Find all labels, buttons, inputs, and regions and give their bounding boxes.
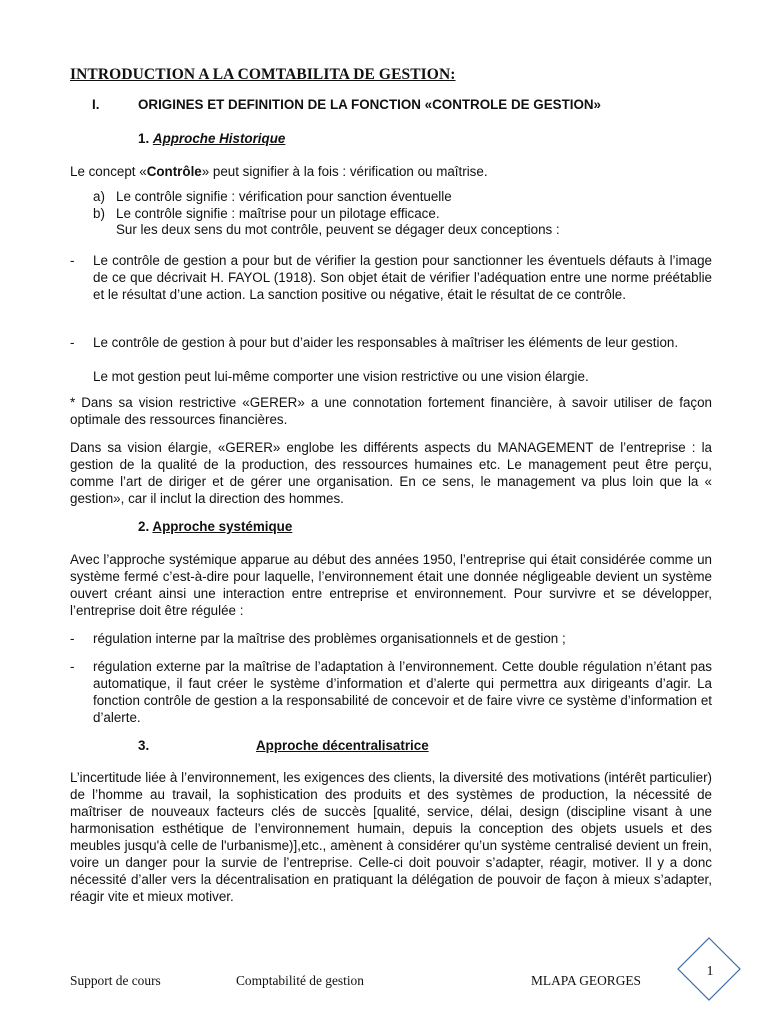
paragraph-vision-elargie: Dans sa vision élargie, «GERER» englobe les différents aspects du MANAGEMENT de l’entreprise : la gestion de la qualité de la production, des ressources humaines etc. Le management peut être perçu, comme l’art de diriger et de gérer une organisation. En ce sens, le management va plus loin que la « gestion», car il inclut la direction des hommes. [70, 440, 712, 506]
subheading-number: 1. [138, 131, 150, 146]
list-item-b [93, 205, 712, 222]
subheading-number: 2. [138, 519, 150, 534]
subheading-title: Approche systémique [152, 519, 293, 534]
bullet-dash: - [70, 335, 75, 350]
document-title: INTRODUCTION A LA COMTABILITA DE GESTION: [70, 66, 456, 83]
bullet-fayol: Le contrôle de gestion a pour but de vérifier la gestion pour sanctionner les éventuels défauts à l’image de ce que décrivait H. FAYOL (1918). Son objet était de vérifier l’adéquation entre une norme préétablie et le résultat d’une action. La sanction positive ou négative, était le résultat de ce contrôle. [93, 253, 712, 302]
subheading-number: 3. [138, 738, 150, 753]
subheading-decentralisatrice [138, 737, 429, 754]
paragraph-mot-gestion: Le mot gestion peut lui-même comporter une vision restrictive ou une vision élargie. [93, 369, 589, 384]
paragraph-decentralisatrice: L’incertitude liée à l’environnement, les exigences des clients, la diversité des motivations (intérêt particulier) de l’homme au travail, la sophistication des produits et des systèmes de production, la nécessité de maîtriser de nouveaux facteurs clés de succès [qualité, service, délai, design (discipline visant à une harmonisation esthétique de l’environnement humain, depuis la conception des objets usuels et des meubles jusqu'à celle de l'urbanisme)],etc., amènent à considérer qu’un système centralisé devient un frein, voire un danger pour la survie de l’entreprise. Celle-ci doit pouvoir s’adapter, réagir, motiver. Il y a donc nécessité d’aller vers la décentralisation en pratiquant la délégation de pouvoir de façon à mieux s’adapter, réagir vite et mieux motiver. [70, 770, 712, 904]
bullet-aider: Le contrôle de gestion à pour but d’aider les responsables à maîtriser les éléments de leur gestion. [93, 335, 679, 350]
list-marker: a) [93, 189, 105, 204]
paragraph-two-senses: Sur les deux sens du mot contrôle, peuvent se dégager deux conceptions : [116, 222, 560, 237]
section-heading-1 [92, 96, 601, 113]
footer-course-label: Support de cours [70, 973, 161, 988]
bullet-dash: - [70, 253, 75, 268]
subheading-title: Approche Historique [152, 131, 286, 146]
paragraph-vision-restrictive: * Dans sa vision restrictive «GERER» a une connotation fortement financière, à savoir utiliser de façon optimale des ressources financières. [70, 395, 712, 427]
paragraph-concept [70, 163, 712, 180]
page-number: 1 [706, 964, 714, 979]
paragraph-systemique: Avec l’approche systémique apparue au début des années 1950, l’entreprise qui était considérée comme un système fermé c’est-à-dire pour laquelle, l’environnement était une donnée négligeable devient un système ouvert créant ainsi une interaction entre entreprise et environnement. Pour survivre et se développer, l’entreprise doit être régulée : [70, 552, 712, 618]
bullet-dash: - [70, 659, 75, 674]
bullet-dash: - [70, 631, 75, 646]
section-title: ORIGINES ET DEFINITION DE LA FONCTION «CONTROLE DE GESTION» [138, 97, 601, 112]
bullet-regulation-interne: régulation interne par la maîtrise des problèmes organisationnels et de gestion ; [93, 631, 566, 646]
subheading-title: Approche décentralisatrice [256, 738, 429, 753]
list-item-text: Le contrôle signifie : vérification pour sanction éventuelle [116, 189, 452, 204]
concept-text-after: » peut signifier à la fois : vérification ou maîtrise. [201, 164, 488, 179]
list-item-a [93, 188, 712, 205]
footer-author: MLAPA GEORGES [531, 973, 642, 988]
subheading-systemique [138, 518, 292, 535]
section-number: I. [92, 97, 100, 112]
concept-text-before: Le concept « [70, 164, 147, 179]
concept-bold-word: Contrôle [146, 164, 202, 179]
list-item-text: Le contrôle signifie : maîtrise pour un pilotage efficace. [116, 206, 440, 221]
subheading-historique [138, 130, 285, 147]
list-marker: b) [93, 206, 105, 221]
bullet-regulation-externe: régulation externe par la maîtrise de l’adaptation à l’environnement. Cette double régulation n’étant pas automatique, il faut créer le système d’information et d’alerte qui permettra aux dirigeants d’agir. La fonction contrôle de gestion a la responsabilité de concevoir et de faire vivre ce système d’information et d’alerte. [93, 659, 712, 725]
footer-subject: Comptabilité de gestion [236, 973, 364, 988]
